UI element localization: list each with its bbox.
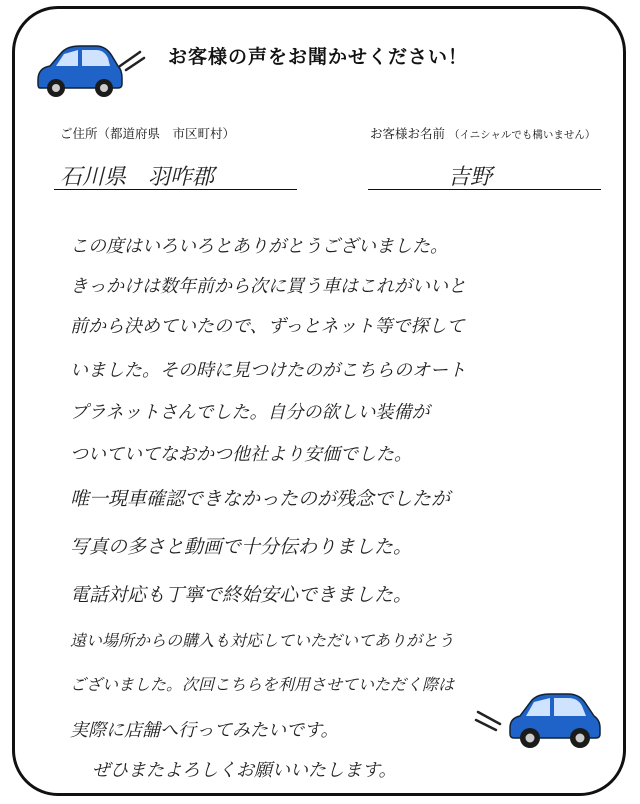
- car-icon: [32, 40, 124, 102]
- body-line: ついていてなおかつ他社より安価でした。: [70, 444, 412, 465]
- motion-lines-icon: [474, 706, 506, 732]
- name-label-text: お客様お名前: [370, 126, 446, 141]
- body-line: 遠い場所からの購入も対応していただいてありがとう: [70, 631, 455, 650]
- address-underline: [54, 189, 297, 190]
- name-value: 吉野: [448, 165, 493, 190]
- address-label: ご住所（都道府県 市区町村）: [60, 126, 236, 141]
- name-label-note: （イニシャルでも構いません）: [449, 129, 596, 141]
- motion-lines-icon: [116, 46, 146, 72]
- body-line: きっかけは数年前から次に買う車はこれがいいと: [70, 276, 466, 297]
- name-underline: [368, 189, 601, 190]
- car-icon: [506, 688, 602, 754]
- page-title: お客様の声をお聞かせください！: [168, 46, 469, 68]
- body-line: ございました。次回こちらを利用させていただく際は: [70, 675, 455, 694]
- body-line: この度はいろいろとありがとうございました。: [70, 236, 448, 257]
- body-line: プラネットさんでした。自分の欲しい装備が: [70, 402, 430, 423]
- body-line: 電話対応も丁寧で終始安心できました。: [70, 584, 413, 606]
- name-label: [370, 124, 595, 142]
- body-line: 唯一現車確認できなかったのが残念でしたが: [70, 488, 451, 510]
- body-line: いました。その時に見つけたのがこちらのオート: [70, 360, 466, 381]
- body-line: 写真の多さと動画で十分伝わりました。: [70, 536, 413, 558]
- body-line: ぜひまたよろしくお願いいたします。: [92, 760, 397, 781]
- address-value: 石川県 羽咋郡: [60, 165, 215, 190]
- body-line: 実際に店舗へ行ってみたいです。: [70, 720, 339, 741]
- body-line: 前から決めていたので、ずっとネット等で探して: [70, 316, 465, 337]
